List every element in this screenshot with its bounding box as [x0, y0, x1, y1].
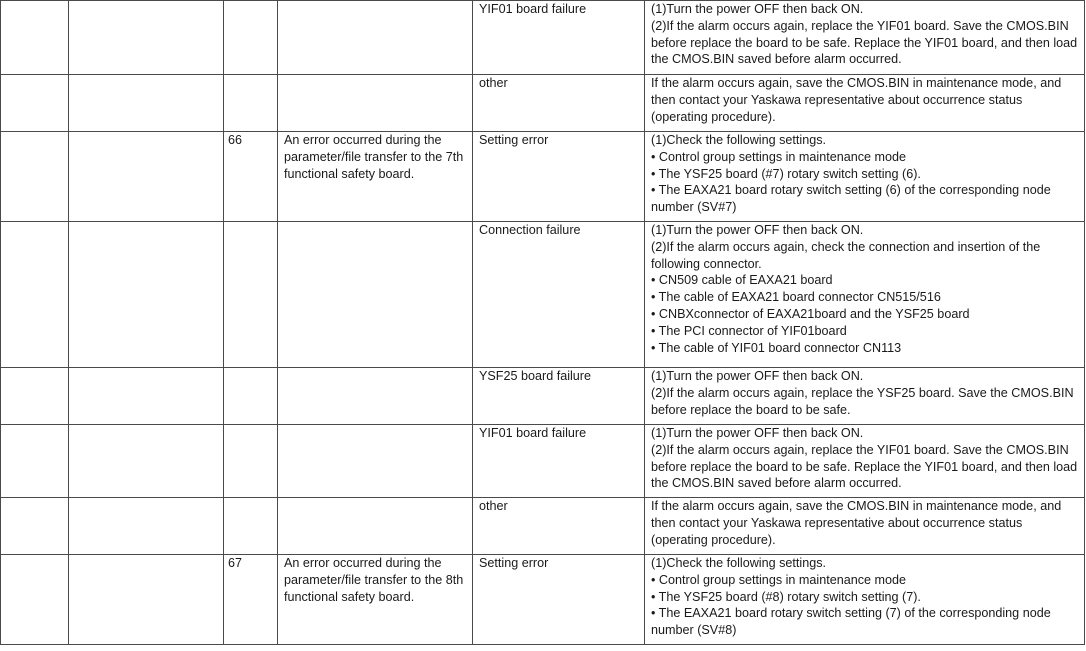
remedy-cell: (1)Check the following settings. • Control group settings in maintenance mode • The YSF25 board (#8) rotary switch setting (7). • The EAXA21 board rotary switch setting (7) of the corresponding node number (SV#8) — [645, 555, 1085, 645]
table-row — [1, 75, 1085, 132]
cause-cell: Connection failure — [473, 222, 645, 368]
alarm-name-cell — [69, 132, 224, 222]
alarm-name-cell — [69, 368, 224, 425]
sub-code-cell — [224, 1, 278, 75]
table-row — [1, 425, 1085, 498]
alarm-number-cell — [1, 222, 69, 368]
cause-cell: Setting error — [473, 132, 645, 222]
cause-cell: Setting error — [473, 555, 645, 645]
alarm-name-cell — [69, 555, 224, 645]
cause-cell: YIF01 board failure — [473, 1, 645, 75]
sub-code-cell — [224, 75, 278, 132]
alarm-number-cell — [1, 555, 69, 645]
table-row — [1, 1, 1085, 75]
table-row — [1, 132, 1085, 222]
alarm-name-cell — [69, 425, 224, 498]
table-row — [1, 555, 1085, 645]
cause-cell: YSF25 board failure — [473, 368, 645, 425]
meaning-cell: An error occurred during the parameter/file transfer to the 7th functional safety board. — [278, 132, 473, 222]
meaning-cell — [278, 368, 473, 425]
alarm-name-cell — [69, 498, 224, 555]
sub-code-cell — [224, 368, 278, 425]
alarm-number-cell — [1, 1, 69, 75]
table-row — [1, 368, 1085, 425]
meaning-cell — [278, 1, 473, 75]
remedy-cell: (1)Turn the power OFF then back ON. (2)If the alarm occurs again, replace the YSF25 board. Save the CMOS.BIN before replace the board to be safe. — [645, 368, 1085, 425]
meaning-cell — [278, 75, 473, 132]
meaning-cell — [278, 222, 473, 368]
sub-code-cell — [224, 425, 278, 498]
alarm-name-cell — [69, 222, 224, 368]
alarm-number-cell — [1, 132, 69, 222]
sub-code-cell — [224, 498, 278, 555]
remedy-cell: If the alarm occurs again, save the CMOS.BIN in maintenance mode, and then contact your Yaskawa representative about occurrence status (operating procedure). — [645, 498, 1085, 555]
cause-cell: other — [473, 75, 645, 132]
alarm-table-body — [1, 1, 1085, 645]
meaning-cell — [278, 498, 473, 555]
sub-code-cell — [224, 222, 278, 368]
alarm-name-cell — [69, 75, 224, 132]
meaning-cell: An error occurred during the parameter/file transfer to the 8th functional safety board. — [278, 555, 473, 645]
table-row — [1, 222, 1085, 368]
cause-cell: other — [473, 498, 645, 555]
sub-code-cell: 66 — [224, 132, 278, 222]
remedy-cell: (1)Check the following settings. • Control group settings in maintenance mode • The YSF25 board (#7) rotary switch setting (6). • The EAXA21 board rotary switch setting (6) of the corresponding node number (SV#7) — [645, 132, 1085, 222]
table-row — [1, 498, 1085, 555]
remedy-cell: (1)Turn the power OFF then back ON. (2)If the alarm occurs again, replace the YIF01 board. Save the CMOS.BIN before replace the board to be safe. Replace the YIF01 board, and then load the CMOS.BIN saved before alarm occurred. — [645, 1, 1085, 75]
alarm-number-cell — [1, 368, 69, 425]
alarm-number-cell — [1, 75, 69, 132]
alarm-number-cell — [1, 498, 69, 555]
meaning-cell — [278, 425, 473, 498]
sub-code-cell: 67 — [224, 555, 278, 645]
alarm-name-cell — [69, 1, 224, 75]
cause-cell: YIF01 board failure — [473, 425, 645, 498]
remedy-cell: (1)Turn the power OFF then back ON. (2)If the alarm occurs again, replace the YIF01 board. Save the CMOS.BIN before replace the board to be safe. Replace the YIF01 board, and then load the CMOS.BIN saved before alarm occurred. — [645, 425, 1085, 498]
remedy-cell: (1)Turn the power OFF then back ON. (2)If the alarm occurs again, check the connection and insertion of the following connector. • CN509 cable of EAXA21 board • The cable of EAXA21 board connector CN515/516 • CNBXconnector of EAXA21board and the YSF25 board • The PCI connector of YIF01board • The cable of YIF01 board connector CN113 — [645, 222, 1085, 368]
remedy-cell: If the alarm occurs again, save the CMOS.BIN in maintenance mode, and then contact your Yaskawa representative about occurrence status (operating procedure). — [645, 75, 1085, 132]
alarm-number-cell — [1, 425, 69, 498]
